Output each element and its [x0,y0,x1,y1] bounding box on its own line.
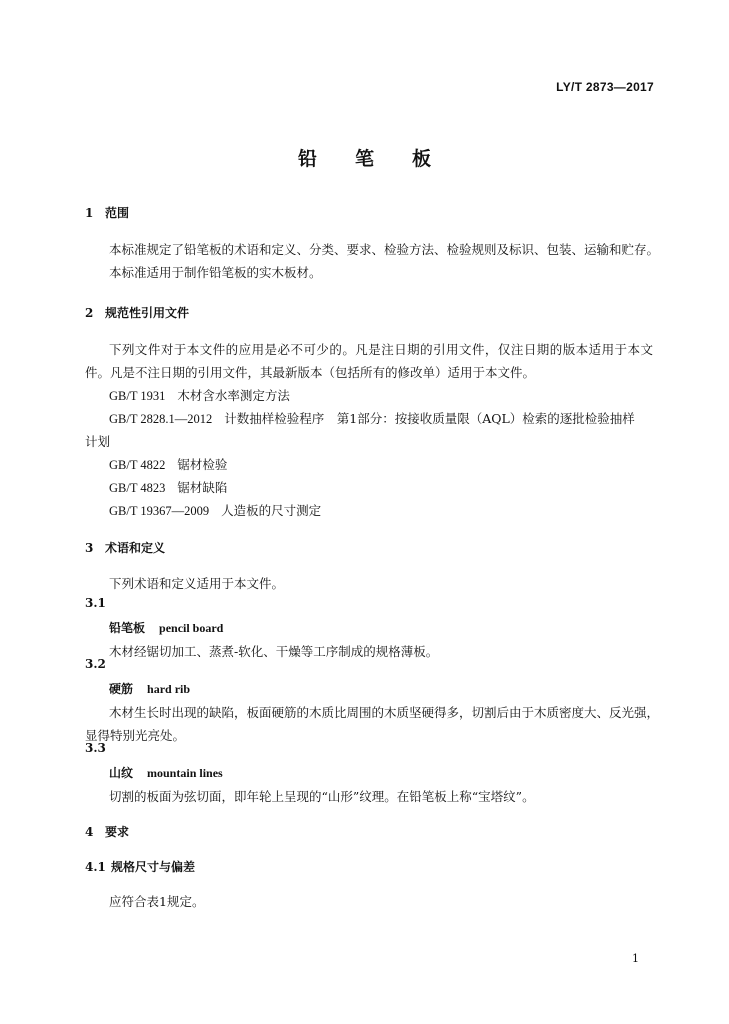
term-definition: 木材经锯切加工、蒸煮-软化、干燥等工序制成的规格薄板。 [109,644,439,659]
reference-title: 人造板的尺寸测定 [221,503,322,518]
subsection-number: 4.1 [85,860,106,874]
term-heading [109,619,223,636]
section-title: 术语和定义 [105,541,166,555]
normative-references-intro: 下列文件对于本文件的应用是必不可少的。凡是注日期的引用文件，仅注日期的版本适用于本文件。凡是不注日期的引用文件，其最新版本（包括所有的修改单）适用于本文件。 [85,342,653,380]
term-definition: 木材生长时出现的缺陷，板面硬筋的木质比周围的木质坚硬得多，切割后由于木质密度大、反光强， [109,705,660,720]
reference-code: GB/T 19367—2009 [109,504,210,518]
term-english: hard rib [147,682,191,696]
page-number: 1 [632,952,639,965]
term-chinese: 山纹 [109,766,134,780]
scope-paragraph-1: 本标准规定了铅笔板的术语和定义、分类、要求、检验方法、检验规则及标识、包装、运输和贮存。 [109,242,660,257]
section-1-heading [85,204,129,221]
term-definition-continuation: 显得特别光亮处。 [85,728,186,743]
section-3-heading [85,539,165,556]
subsection-title: 规格尺寸与偏差 [111,860,196,874]
term-number: 3.2 [85,657,106,671]
reference-code: GB/T 1931 [109,389,166,403]
term-definition: 切割的板面为弦切面，即年轮上呈现的“山形”纹理。在铅笔板上称“宝塔纹”。 [109,789,535,804]
reference-item [109,478,227,496]
subsection-4-1-heading [85,858,195,875]
standard-number: LY/T 2873—2017 [556,80,654,94]
reference-title: 木材含水率测定方法 [177,388,290,403]
section-title: 要求 [105,825,130,839]
requirement-text: 应符合表1规定。 [109,894,205,909]
reference-item [109,455,227,473]
reference-title: 锯材检验 [177,457,228,472]
section-title: 规范性引用文件 [105,306,190,320]
reference-item [109,386,290,404]
term-heading [109,764,223,781]
section-title: 范围 [105,206,130,220]
section-2-heading [85,304,189,321]
terms-intro: 下列术语和定义适用于本文件。 [109,576,285,591]
document-title: 铅笔板 [297,148,469,170]
reference-title: 锯材缺陷 [177,480,228,495]
section-4-heading [85,823,129,840]
section-number: 2 [85,306,94,320]
reference-item [109,409,635,427]
reference-code: GB/T 2828.1—2012 [109,412,213,426]
reference-continuation: 计划 [85,434,111,449]
section-number: 4 [85,825,94,839]
scope-paragraph-2: 本标准适用于制作铅笔板的实木板材。 [109,265,322,280]
reference-code: GB/T 4823 [109,481,166,495]
term-english: pencil board [159,621,224,635]
section-number: 3 [85,541,94,555]
term-number: 3.3 [85,741,106,755]
term-chinese: 铅笔板 [109,621,146,635]
reference-title: 计数抽样检验程序 第1部分：按接收质量限（AQL）检索的逐批检验抽样 [224,411,635,426]
reference-item [109,501,321,519]
term-english: mountain lines [147,766,223,780]
term-number: 3.1 [85,596,106,610]
reference-code: GB/T 4822 [109,458,166,472]
section-number: 1 [85,206,94,220]
term-heading [109,680,190,697]
term-chinese: 硬筋 [109,682,134,696]
